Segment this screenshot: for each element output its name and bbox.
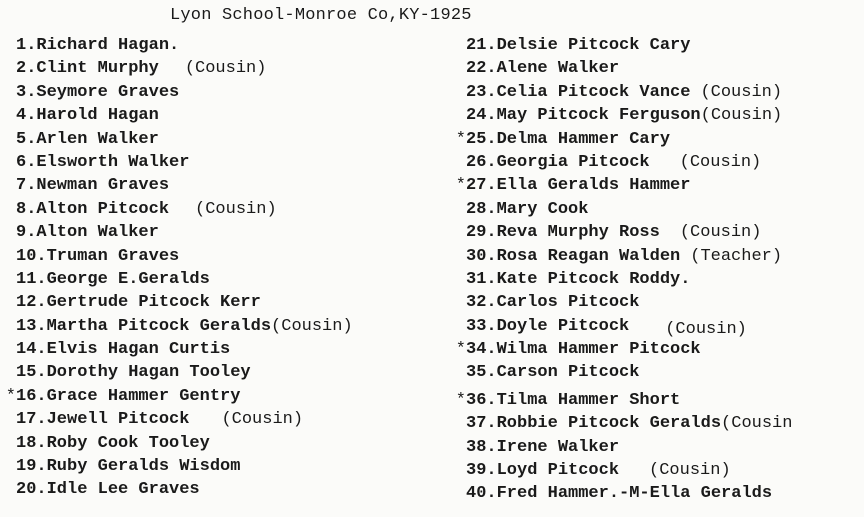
student-name: 9.Alton Walker bbox=[16, 223, 159, 243]
list-item bbox=[2, 478, 353, 501]
student-name: 6.Elsworth Walker bbox=[16, 152, 190, 172]
relation-note: (Cousin) bbox=[679, 152, 762, 172]
list-item bbox=[452, 436, 792, 459]
student-name: 1.Richard Hagan. bbox=[16, 36, 180, 55]
student-name: 10.Truman Graves bbox=[16, 246, 180, 266]
student-name: 26.Georgia Pitcock bbox=[466, 152, 650, 172]
student-name: 12.Gertrude Pitcock Kerr bbox=[16, 293, 261, 313]
list-item bbox=[452, 221, 792, 244]
relation-note: (Teacher) bbox=[690, 246, 783, 266]
relation-note: (Cousin bbox=[721, 414, 793, 434]
student-name: 27.Ella Geralds Hammer bbox=[466, 176, 691, 196]
list-item bbox=[452, 459, 792, 482]
student-name: 13.Martha Pitcock Geralds bbox=[16, 316, 272, 336]
student-name: 22.Alene Walker bbox=[466, 59, 620, 79]
relation-note: (Cousin) bbox=[700, 106, 783, 126]
student-name: 2.Clint Murphy bbox=[16, 59, 159, 79]
list-item bbox=[2, 455, 353, 478]
list-item bbox=[2, 385, 353, 408]
student-name: 4.Harold Hagan bbox=[16, 106, 159, 126]
student-name: 11.George E.Geralds bbox=[16, 269, 210, 289]
list-item bbox=[2, 34, 353, 57]
student-name: 24.May Pitcock Ferguson bbox=[466, 106, 701, 126]
student-name: 3.Seymore Graves bbox=[16, 82, 180, 102]
student-name: 33.Doyle Pitcock bbox=[466, 316, 630, 336]
relation-note: (Cousin) bbox=[700, 82, 783, 102]
list-item bbox=[452, 151, 792, 174]
list-item bbox=[452, 174, 792, 197]
list-item bbox=[452, 104, 792, 127]
list-item bbox=[2, 432, 353, 455]
student-name: 7.Newman Graves bbox=[16, 176, 170, 196]
list-item bbox=[452, 338, 792, 361]
relation-note: (Cousin) bbox=[649, 461, 731, 481]
list-item bbox=[2, 81, 353, 104]
list-item bbox=[452, 412, 792, 435]
student-name: 30.Rosa Reagan Walden bbox=[466, 246, 681, 266]
student-name: 16.Grace Hammer Gentry bbox=[16, 386, 241, 406]
student-name: 29.Reva Murphy Ross bbox=[466, 223, 660, 243]
list-item bbox=[2, 361, 353, 384]
right-column bbox=[452, 34, 792, 506]
list-item bbox=[452, 482, 792, 505]
list-item bbox=[2, 174, 353, 197]
student-name: 19.Ruby Geralds Wisdom bbox=[16, 457, 241, 477]
student-name: 23.Celia Pitcock Vance bbox=[466, 82, 691, 102]
student-name: 14.Elvis Hagan Curtis bbox=[16, 340, 231, 360]
star-marker: * bbox=[455, 176, 466, 196]
student-name: 20.Idle Lee Graves bbox=[16, 480, 200, 500]
relation-note: (Cousin) bbox=[184, 59, 267, 79]
student-name: 5.Arlen Walker bbox=[16, 129, 159, 149]
student-name: 25.Delma Hammer Cary bbox=[466, 129, 671, 149]
student-name: 36.Tilma Hammer Short bbox=[466, 390, 681, 410]
relation-note: (Cousin) bbox=[221, 410, 304, 430]
page-title: Lyon School-Monroe Co,KY-1925 bbox=[170, 6, 472, 25]
list-item bbox=[452, 57, 792, 80]
list-item bbox=[452, 291, 792, 314]
relation-note: (Cousin) bbox=[665, 319, 747, 339]
list-item bbox=[452, 245, 792, 268]
student-name: 17.Jewell Pitcock bbox=[16, 410, 190, 430]
student-name: 39.Loyd Pitcock bbox=[466, 461, 620, 481]
student-name: 28.Mary Cook bbox=[466, 199, 589, 219]
list-item bbox=[452, 34, 792, 57]
list-item bbox=[2, 104, 353, 127]
list-item bbox=[452, 81, 792, 104]
list-item bbox=[2, 151, 353, 174]
list-item bbox=[452, 128, 792, 151]
list-item bbox=[2, 268, 353, 291]
list-item bbox=[2, 245, 353, 268]
star-marker: * bbox=[455, 340, 466, 360]
list-item bbox=[2, 291, 353, 314]
student-name: 34.Wilma Hammer Pitcock bbox=[466, 340, 701, 360]
star-marker: * bbox=[455, 390, 466, 410]
list-item bbox=[452, 389, 792, 412]
list-item bbox=[2, 315, 353, 338]
relation-note: (Cousin) bbox=[271, 316, 353, 336]
list-item bbox=[452, 315, 792, 338]
left-column bbox=[2, 34, 353, 502]
star-marker: * bbox=[5, 386, 16, 406]
student-name: 8.Alton Pitcock bbox=[16, 199, 170, 219]
list-item bbox=[2, 57, 353, 80]
student-name: 15.Dorothy Hagan Tooley bbox=[16, 363, 251, 383]
list-item bbox=[2, 338, 353, 361]
list-item bbox=[2, 198, 353, 221]
star-marker: * bbox=[455, 129, 466, 149]
relation-note: (Cousin) bbox=[195, 199, 277, 219]
student-name: 31.Kate Pitcock Roddy. bbox=[466, 269, 691, 289]
student-name: 40.Fred Hammer.-M-Ella Geralds bbox=[466, 484, 773, 504]
student-name: 35.Carson Pitcock bbox=[466, 363, 640, 383]
list-item bbox=[452, 268, 792, 291]
list-item bbox=[2, 128, 353, 151]
list-item bbox=[452, 361, 792, 384]
list-item bbox=[452, 198, 792, 221]
student-name: 18.Roby Cook Tooley bbox=[16, 433, 210, 453]
student-name: 38.Irene Walker bbox=[466, 437, 620, 457]
list-item bbox=[2, 221, 353, 244]
list-item bbox=[2, 408, 353, 431]
student-name: 32.Carlos Pitcock bbox=[466, 293, 640, 313]
student-name: 21.Delsie Pitcock Cary bbox=[466, 36, 691, 55]
student-name: 37.Robbie Pitcock Geralds bbox=[466, 414, 722, 434]
relation-note: (Cousin) bbox=[679, 223, 762, 243]
